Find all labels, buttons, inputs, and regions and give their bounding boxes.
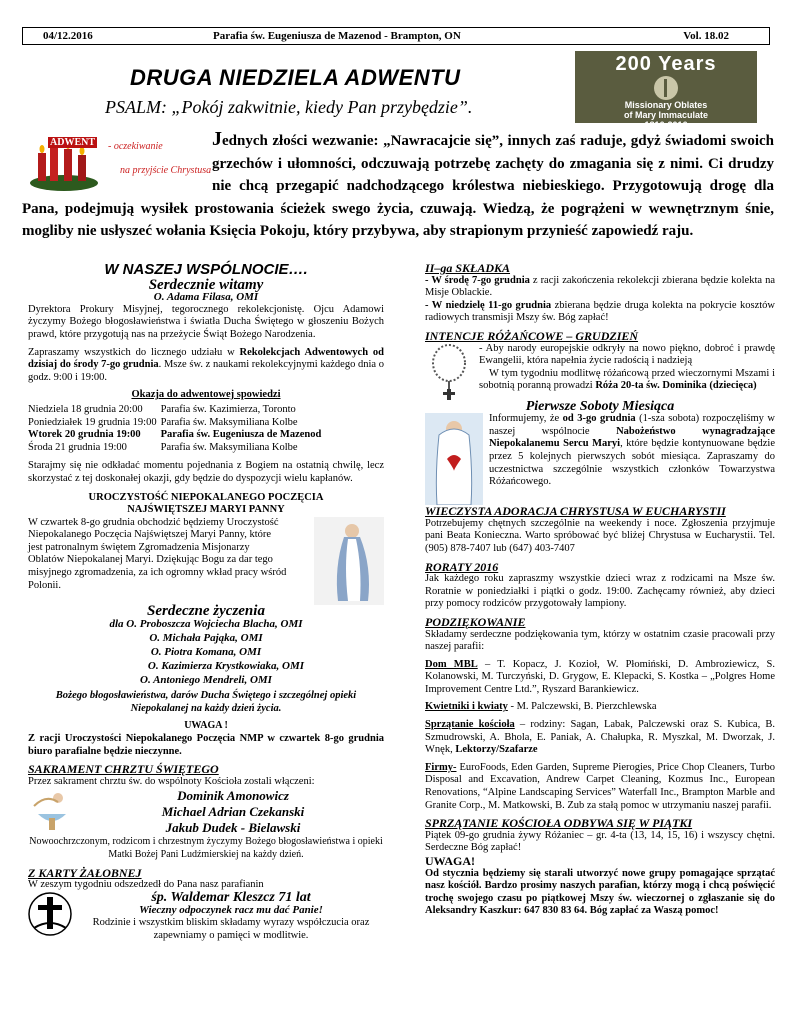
eternal-rest: Wieczny odpoczynek racz mu dać Panie! xyxy=(139,904,323,917)
confession-day: Poniedziałek 19 grudnia 19:00 xyxy=(28,416,157,428)
baptism-text: Nowoochrzczonym, rodzicom i chrzestnym życzymy Bożego błogosławieństwa i opieki Matki Bożej Pani Ludźmierskiej na każdy dzień. xyxy=(29,836,383,861)
wish-name: O. Kazimierza Krystkowiaka, OMI xyxy=(147,660,305,673)
welcome-heading: Serdecznie witamy xyxy=(148,276,264,293)
first-saturdays-text: Informujemy, że od 3-go grudnia (1-sza sobota) rozpoczęliśmy w naszej wspólnocie Nabożeństwo wynagradzające Niepokalanemu Sercu Maryi, które będzie kontynuowane będzie przez 5 kolejnych pierwszych sobót miesiąca. Zapraszamy do uczestnictwa szczególnie wszystkich członków Towarzystwa Różańcowego. xyxy=(489,413,776,488)
bulletin-date: 04/12.2016 xyxy=(43,30,93,42)
confession-day: Niedziela 18 grudnia 20:00 xyxy=(28,403,143,415)
intro-text: ednych złości wezwanie: „Nawracajcie się”, innych zaś raduje, gdyż świadomi swoich grzechów i ułomności, odczuwają potrzebę zachęty do zmagania się z nimi. Ci drudzy nie chcą przegapić nadchodzącego królestwa niebieskiego. Przygotowują drogę dla Pana, podejmują wysiłek prostowania ścieżek swego życia, czuwają. Wiedzą, że pogrążeni w wewnętrznym śnie, mogliby nie usłyszeć wołania Księcia Pokoju, który przybywa, aby strapionym przynieść zapowiedź raju. xyxy=(22,133,774,239)
volunteer-call: Od stycznia będziemy się starali utworzyć nowe grupy pomagające sprzątać nasz kościół. Bardzo prosimy naszych parafian, którzy mogą i chcą poświęcić trochę swojego czasu po piątkowej Mszy św. wieczornej o zgłaszanie się do Aleksandry Kaszkur: 647 830 83 64. Bóg zapłać za Waszą pomoc! xyxy=(425,867,775,917)
rosary-leaders: W tym tygodniu modlitwę różańcową przed wieczornymi Mszami i sobotnią poranną prowadzi Róża 20-ta św. Dominika (dziecięca) xyxy=(479,367,775,392)
baptized-name: Jakub Dudek - Bielawski xyxy=(165,820,301,836)
baptized-name: Dominik Amonowicz xyxy=(177,788,289,804)
immaculate-mary-icon xyxy=(314,517,384,605)
funeral-title: Z KARTY ŻAŁOBNEJ xyxy=(28,865,142,880)
uwaga-label: UWAGA ! xyxy=(184,720,228,732)
confession-place: Parafia św. Kazimierza, Toronto xyxy=(160,403,296,415)
confession-day: Wtorek 20 grudnia 19:00 xyxy=(28,429,141,441)
page-title: DRUGA NIEDZIELA ADWENTU xyxy=(130,65,461,90)
office-closed-note: Z racji Uroczystości Niepokalanego Poczęcia NMP w czwartek 8-go grudnia biuro parafialne będzie nieczynne. xyxy=(28,733,384,757)
wish-name: O. Michała Pająka, OMI xyxy=(149,632,263,645)
wish-name: O. Antoniego Mendreli, OMI xyxy=(140,674,272,687)
first-saturdays-block xyxy=(425,413,775,505)
badge-line3: 1816-2016 xyxy=(644,120,688,130)
confession-row xyxy=(28,404,325,417)
rosary-intention: - Aby narody europejskie odkryły na nowo piękno, dobroć i prawdę Ewangelii, która napełnia życie radością i nadzieją xyxy=(479,342,775,367)
advent-line1: - oczekiwanie xyxy=(108,141,163,152)
left-column xyxy=(28,262,384,942)
wishes-text: Bożego błogosławieństwa, darów Ducha Świętego i szczególnej opieki Niepokalanej na każdy dzień życia. xyxy=(55,690,357,714)
badge-line1: Missionary Oblates xyxy=(624,100,708,110)
retreat-guest-text: Dyrektora Prokury Misyjnej, tegorocznego rekolekcjonistę. Ojcu Adamowi życzymy Bożego błogosławieństwa i światła Ducha Świętego w głoszeniu Bożych prawd, które przygotują nas na przeżycie Świąt Bożego Narodzenia. xyxy=(28,303,384,340)
collection-2: - W niedzielę 11-go grudnia zbierana będzie druga kolekta na pokrycie kosztów radiowych transmisji Mszy św. Bóg zapłać! xyxy=(425,299,775,324)
wishes-names xyxy=(28,617,384,687)
adoration-text: Potrzebujemy chętnych szczególnie na weekendy i noce. Zgłoszenia przyjmuje pani Beata Konieczna. Warto spróbować być bliżej Chrystusa w Eucharystii. Tel. (905) 878-7407 lub (647) 403-7407 xyxy=(425,517,775,554)
collection-1: - W środę 7-go grudnia z racji zakończenia rekolekcji zbierana będzie kolekta na Misje Oblackie. xyxy=(425,274,775,299)
right-column xyxy=(425,262,775,918)
condolence-text: Rodzinie i wszystkim bliskim składamy wyrazy współczucia oraz zapewniamy o pamięci w modlitwie. xyxy=(92,917,370,941)
confession-day: Środa 21 grudnia 19:00 xyxy=(28,441,127,453)
wish-name: dla O. Proboszcza Wojciecha Blacha, OMI xyxy=(109,618,303,631)
adoration-title: WIECZYSTA ADORACJA CHRYSTUSA W EUCHARYSTII xyxy=(425,504,726,519)
badge-years: 200 Years xyxy=(615,53,717,75)
feast-block xyxy=(28,517,384,605)
confession-title: Okazja do adwentowej spowiedzi xyxy=(131,389,281,401)
baptism-font-icon xyxy=(28,788,76,832)
baptism-block xyxy=(28,788,384,836)
funeral-intro: W zeszym tygodniu odszedzedł do Pana nasz parafianin xyxy=(28,879,264,891)
wishes-title: Serdeczne życzenia xyxy=(147,602,265,619)
volume-number: Vol. 18.02 xyxy=(683,30,729,42)
rosary-title: INTENCJE RÓŻAŃCOWE – GRUDZIEŃ xyxy=(425,328,639,343)
thanks-cleaning: Sprzątanie kościoła – rodziny: Sagan, Labak, Palczewski oraz S. Kubica, B. Szmudrowski, A. Bhola, E. Paniak, A. Chałupka, R. Myszkal, M. Dworzak, J. Wnęk, Lektorzy/Szafarze xyxy=(425,719,775,756)
feast-title-1: UROCZYSTOŚĆ NIEPOKALANEGO POCZĘCIA xyxy=(88,491,324,503)
thanks-dom: Dom MBL – T. Kopacz, J. Kozioł, W. Płomiński, D. Ambroziewicz, S. Kolanowski, M. Turczyński, D. Grygow, E. Klepacki, S. Kostka – „Polgres Home Improvement Centre Ltd.”, Ryszard Barankiewicz. xyxy=(425,658,775,695)
collection-title: II–ga SKŁADKA xyxy=(425,261,511,275)
baptism-intro: Przez sakrament chrztu św. do wspólnoty Kościoła zostali włączeni: xyxy=(28,775,315,787)
drop-cap: J xyxy=(212,128,222,150)
roraty-title: RORATY 2016 xyxy=(425,559,499,574)
thanks-firms: Firmy- EuroFoods, Eden Garden, Supreme Pierogies, Price Chop Cleaners, Turbo Disposal and Excavation, Andrew Carpet Cleaning, Kozmus Inc., European Renovations, “Alpine Landscaping Services” Waterfall Inc., Brampton Marble and Granite Corp., M. Matkowski, B. Zub za stałą pomoc w utrzymaniu naszej parafii. xyxy=(425,761,775,811)
confession-place: Parafia św. Eugeniusza de Mazenod xyxy=(160,429,322,441)
retreat-invite: Zapraszamy wszystkich do licznego udziału w Rekolekcjach Adwentowych od dzisiaj do środy 7-go grudnia. Msze św. z naukami rekolekcyjnymi każdego dnia o godz. 9:00 i 19:00. xyxy=(28,346,384,383)
funeral-block xyxy=(28,889,384,942)
friday-cleaning-title: SPRZĄTANIE KOŚCIOŁA ODBYWA SIĘ W PIĄTKI xyxy=(425,816,693,831)
advent-line2: na przyjście Chrystusa xyxy=(120,165,212,176)
psalm-line: PSALM: „Pokój zakwitnie, kiedy Pan przybędzie”. xyxy=(105,97,473,117)
uwaga-right-label: UWAGA! xyxy=(425,854,475,868)
thanks-intro: Składamy serdeczne podziękowania tym, którzy w ostatnim czasie pracowali przy naszej parafii: xyxy=(425,628,775,653)
oblates-cross-icon xyxy=(654,76,678,100)
retreat-guest-name: O. Adama Filasa, OMI xyxy=(153,291,259,304)
confession-note: Starajmy się nie odkładać momentu pojednania z Bogiem na ostatnią chwilę, lecz skorzystać z tej doskonałej okazji, gdy będzie do dyspozycji wielu kapłanów. xyxy=(28,460,384,484)
thanks-title: PODZIĘKOWANIE xyxy=(425,614,526,629)
parish-name: Parafia św. Eugeniusza de Mazenod - Brampton, ON xyxy=(213,30,461,42)
baptized-names xyxy=(28,788,384,836)
rosary-block xyxy=(425,343,775,401)
wish-name: O. Piotra Komana, OMI xyxy=(150,646,262,659)
baptized-name: Michael Adrian Czekanski xyxy=(161,804,305,820)
advent-banner-image xyxy=(28,127,228,192)
feast-title-2: NAJŚWIĘTSZEJ MARYI PANNY xyxy=(127,504,285,516)
baptism-title: SAKRAMENT CHRZTU ŚWIĘTEGO xyxy=(28,762,219,777)
deceased-name: śp. Waldemar Kleszcz 71 lat xyxy=(151,889,311,905)
memorial-cross-icon xyxy=(28,892,72,936)
header-bar xyxy=(22,27,770,45)
feast-text: W czwartek 8-go grudnia obchodzić będziemy Uroczystość Niepokalanego Poczęcia Najświętszej Maryi Panny, które jest patronalnym świętem Zgromadzenia Misjonarzy Oblatów Niepokalanej Maryi. Dziękując Bogu za dar tego misyjnego zgromadzenia, za ich ogromny wkład pracy wśród Polonii. xyxy=(28,516,287,591)
confession-table xyxy=(28,404,325,454)
roraty-text: Jak każdego roku zapraszmy wszystkie dzieci wraz z rodzicami na Msze św. Roratnie w poniedziałki i piątki o godz. 19:00. Zachęcamy również, aby dzieci przy pomocy rodziców przygotowały lampiony. xyxy=(425,573,775,610)
confession-row xyxy=(28,442,325,455)
oblates-200-years-badge xyxy=(575,51,757,130)
badge-line2: of Mary Immaculate xyxy=(623,110,709,120)
confession-row xyxy=(28,429,325,442)
immaculate-heart-icon xyxy=(425,413,483,505)
thanks-flowers: Kwietniki i kwiaty - M. Palczewski, B. Pierzchlewska xyxy=(425,701,657,713)
confession-place: Parafia św. Maksymiliana Kolbe xyxy=(160,416,298,428)
first-saturdays-title: Pierwsze Soboty Miesiąca xyxy=(525,398,675,414)
advent-word: ADWENT xyxy=(50,137,96,148)
confession-place: Parafia św. Maksymiliana Kolbe xyxy=(160,441,298,453)
confession-row xyxy=(28,417,325,430)
friday-cleaning-text: Piątek 09-go grudnia żywy Różaniec – gr. 4-ta (13, 14, 15, 16) i wszyscy chętni. Serdeczne Bóg zapłać! xyxy=(425,829,775,854)
rosary-icon xyxy=(425,343,473,401)
community-section-title: W NASZEJ WSPÓLNOCIE…. xyxy=(104,261,308,278)
